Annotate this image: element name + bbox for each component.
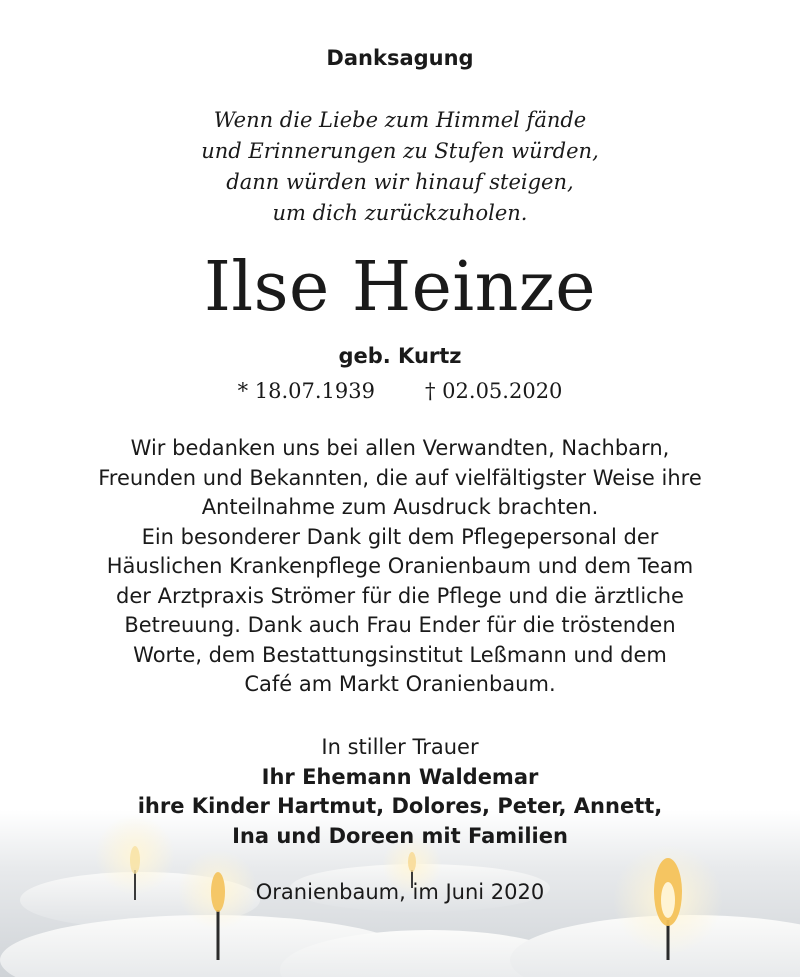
death-date: † 02.05.2020 xyxy=(425,379,563,403)
poem xyxy=(0,105,800,229)
born-name: geb. Kurtz xyxy=(338,344,462,368)
mourner-line: ihre Kinder Hartmut, Dolores, Peter, Annett, xyxy=(137,794,663,818)
thanks-line: Worte, dem Bestattungsinstitut Leßmann und dem xyxy=(133,642,667,667)
thanks-line: Freunden und Bekannten, die auf vielfältigster Weise ihre xyxy=(98,465,702,490)
thanks-line: Wir bedanken uns bei allen Verwandten, Nachbarn, xyxy=(130,436,670,460)
mourning-intro: In stiller Trauer xyxy=(321,735,479,759)
thanks-line: der Arztpraxis Strömer für die Pflege und die ärztliche xyxy=(116,583,684,608)
thanks-line: Ein besonderer Dank gilt dem Pflegepersonal der xyxy=(141,524,659,549)
mourner-line: Ina und Doreen mit Familien xyxy=(232,823,568,848)
deceased-name: Ilse Heinze xyxy=(203,248,597,327)
thanks-line: Betreuung. Dank auch Frau Ender für die tröstenden xyxy=(124,613,676,637)
poem-line: um dich zurückzuholen. xyxy=(272,201,528,225)
mourners xyxy=(0,733,800,851)
place-date: Oranienbaum, im Juni 2020 xyxy=(255,880,545,904)
poem-line: Wenn die Liebe zum Himmel fände xyxy=(213,108,587,132)
life-dates xyxy=(0,379,800,403)
birth-date: * 18.07.1939 xyxy=(237,379,375,403)
poem-line: und Erinnerungen zu Stufen würden, xyxy=(201,139,599,163)
thanks-text xyxy=(0,434,800,700)
thanks-line: Café am Markt Oranienbaum. xyxy=(244,672,556,696)
poem-line: dann würden wir hinauf steigen, xyxy=(226,170,574,194)
mourner-line: Ihr Ehemann Waldemar xyxy=(261,764,539,789)
thanks-line: Anteilnahme zum Ausdruck brachten. xyxy=(201,495,599,519)
heading-danksagung: Danksagung xyxy=(326,46,474,70)
thanks-line: Häuslichen Krankenpflege Oranienbaum und dem Team xyxy=(106,554,694,578)
